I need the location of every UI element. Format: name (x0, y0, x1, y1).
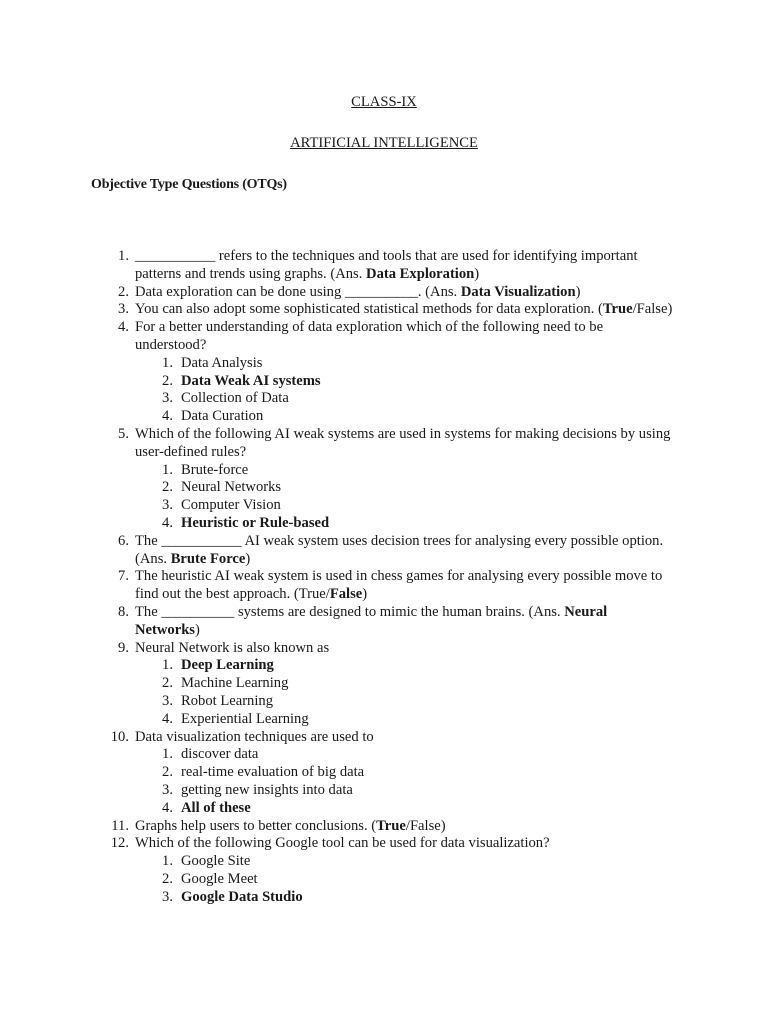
option-item (0, 657, 768, 675)
question-number: 10. (110, 728, 129, 745)
question-item (0, 835, 768, 853)
question-fragment: The __________ systems are designed to mimic the human brains. (Ans. (135, 603, 565, 620)
option-item (0, 711, 768, 729)
question-number: 7. (118, 568, 129, 585)
option-text: Computer Vision (181, 497, 281, 514)
option-answer: Google Data Studio (181, 888, 303, 905)
question-fragment: Neural Network is also known as (135, 639, 330, 656)
class-title: CLASS-IX (351, 94, 417, 110)
question-number: 12. (110, 835, 129, 852)
question-number: 2. (118, 283, 129, 300)
question-item (0, 818, 768, 836)
question-text (135, 729, 675, 747)
question-item (0, 319, 768, 355)
option-item (0, 889, 768, 907)
option-item (0, 800, 768, 818)
question-number: 3. (118, 301, 129, 318)
question-text (135, 640, 675, 658)
option-number: 1. (162, 461, 173, 478)
answer-text: Data Visualization (460, 283, 576, 300)
option-number: 2. (162, 764, 173, 781)
option-item (0, 462, 768, 480)
option-number: 3. (162, 497, 173, 514)
question-fragment: The ___________ AI weak system uses decision trees for analysing every possible option. (Ans. (135, 532, 664, 567)
question-item (0, 426, 768, 462)
option-item (0, 782, 768, 800)
question-fragment: ) (575, 283, 581, 300)
question-number: 1. (118, 248, 129, 264)
question-item (0, 284, 768, 302)
option-number: 3. (162, 888, 173, 905)
option-text: discover data (181, 746, 259, 763)
section-heading: Objective Type Questions (OTQs) (91, 177, 287, 192)
option-text: Brute-force (181, 461, 249, 478)
option-text: Robot Learning (181, 692, 274, 709)
question-text (135, 284, 675, 302)
option-number: 2. (162, 675, 173, 692)
option-text: getting new insights into data (181, 781, 353, 798)
option-number: 4. (162, 514, 173, 531)
option-text: Collection of Data (181, 390, 289, 407)
option-text: Data Analysis (181, 354, 263, 371)
option-number: 1. (162, 746, 173, 763)
option-number: 3. (162, 692, 173, 709)
question-text (135, 568, 675, 604)
option-text: Data Curation (181, 408, 264, 425)
question-text (135, 426, 675, 462)
question-fragment: Which of the following Google tool can be used for data visualization? (135, 835, 550, 852)
option-item (0, 408, 768, 426)
option-item (0, 871, 768, 889)
question-fragment: Data visualization techniques are used to (135, 728, 374, 745)
option-item (0, 515, 768, 533)
option-answer: Data Weak AI systems (181, 372, 321, 389)
option-number: 3. (162, 390, 173, 407)
question-fragment: You can also adopt some sophisticated statistical methods for data exploration. ( (135, 301, 603, 318)
option-item (0, 479, 768, 497)
option-text: Experiential Learning (181, 710, 309, 727)
answer-text: Neural Networks (135, 603, 608, 638)
question-list (0, 248, 768, 906)
question-number: 11. (111, 817, 129, 834)
option-number: 3. (162, 781, 173, 798)
option-answer: Heuristic or Rule-based (181, 514, 330, 531)
question-number: 4. (118, 319, 129, 336)
question-fragment: /False) (405, 817, 446, 834)
question-item (0, 248, 768, 284)
question-fragment: The heuristic AI weak system is used in chess games for analysing every possible move to find out the best approach. (True/ (135, 568, 663, 603)
option-number: 1. (162, 354, 173, 371)
question-number: 6. (118, 532, 129, 549)
option-number: 4. (162, 408, 173, 425)
question-item (0, 640, 768, 658)
option-item (0, 693, 768, 711)
question-fragment: For a better understanding of data exploration which of the following need to be understood? (135, 319, 604, 353)
question-fragment: ) (474, 265, 480, 282)
option-text: Neural Networks (181, 479, 282, 496)
question-number: 9. (118, 639, 129, 656)
question-fragment: Data exploration can be done using __________. (Ans. (135, 283, 461, 300)
option-number: 2. (162, 372, 173, 389)
option-item (0, 764, 768, 782)
option-number: 1. (162, 853, 173, 870)
option-item (0, 497, 768, 515)
question-item (0, 604, 768, 640)
question-fragment: Which of the following AI weak systems are used in systems for making decisions by using user-defined rules? (135, 425, 671, 460)
question-text (135, 604, 675, 640)
answer-text: True (376, 817, 406, 834)
question-item (0, 301, 768, 319)
question-item (0, 729, 768, 747)
question-item (0, 533, 768, 569)
question-text (135, 319, 675, 355)
question-fragment: ) (195, 621, 200, 638)
question-fragment: ) (245, 550, 251, 567)
option-answer: Deep Learning (181, 657, 274, 674)
option-number: 2. (162, 870, 173, 887)
question-number: 5. (118, 425, 129, 442)
option-number: 4. (162, 799, 173, 816)
option-number: 4. (162, 710, 173, 727)
option-number: 2. (162, 479, 173, 496)
option-answer: All of these (181, 799, 251, 816)
option-number: 1. (162, 657, 173, 674)
option-item (0, 675, 768, 693)
option-item (0, 853, 768, 871)
answer-text: False (329, 586, 363, 603)
question-fragment: ___________ refers to the techniques and tools that are used for identifying important patterns and trends using graphs. (Ans. (135, 248, 638, 282)
question-text (135, 835, 675, 853)
answer-text: True (602, 301, 633, 318)
subject-title: ARTIFICIAL INTELLIGENCE (290, 135, 478, 151)
question-fragment: ) (362, 586, 368, 603)
question-text (135, 533, 675, 569)
answer-text: Brute Force (170, 550, 246, 567)
option-item (0, 390, 768, 408)
option-text: Google Site (181, 853, 251, 870)
option-text: Google Meet (181, 870, 258, 887)
option-item (0, 373, 768, 391)
question-fragment: /False) (632, 301, 673, 318)
option-text: real-time evaluation of big data (181, 764, 365, 781)
answer-text: Data Exploration (366, 265, 475, 282)
question-text (135, 248, 675, 284)
question-text (135, 301, 675, 319)
option-item (0, 746, 768, 764)
option-item (0, 355, 768, 373)
option-text: Machine Learning (181, 675, 289, 692)
question-fragment: Graphs help users to better conclusions. ( (135, 817, 377, 834)
question-number: 8. (118, 603, 129, 620)
question-text (135, 818, 675, 836)
question-item (0, 568, 768, 604)
